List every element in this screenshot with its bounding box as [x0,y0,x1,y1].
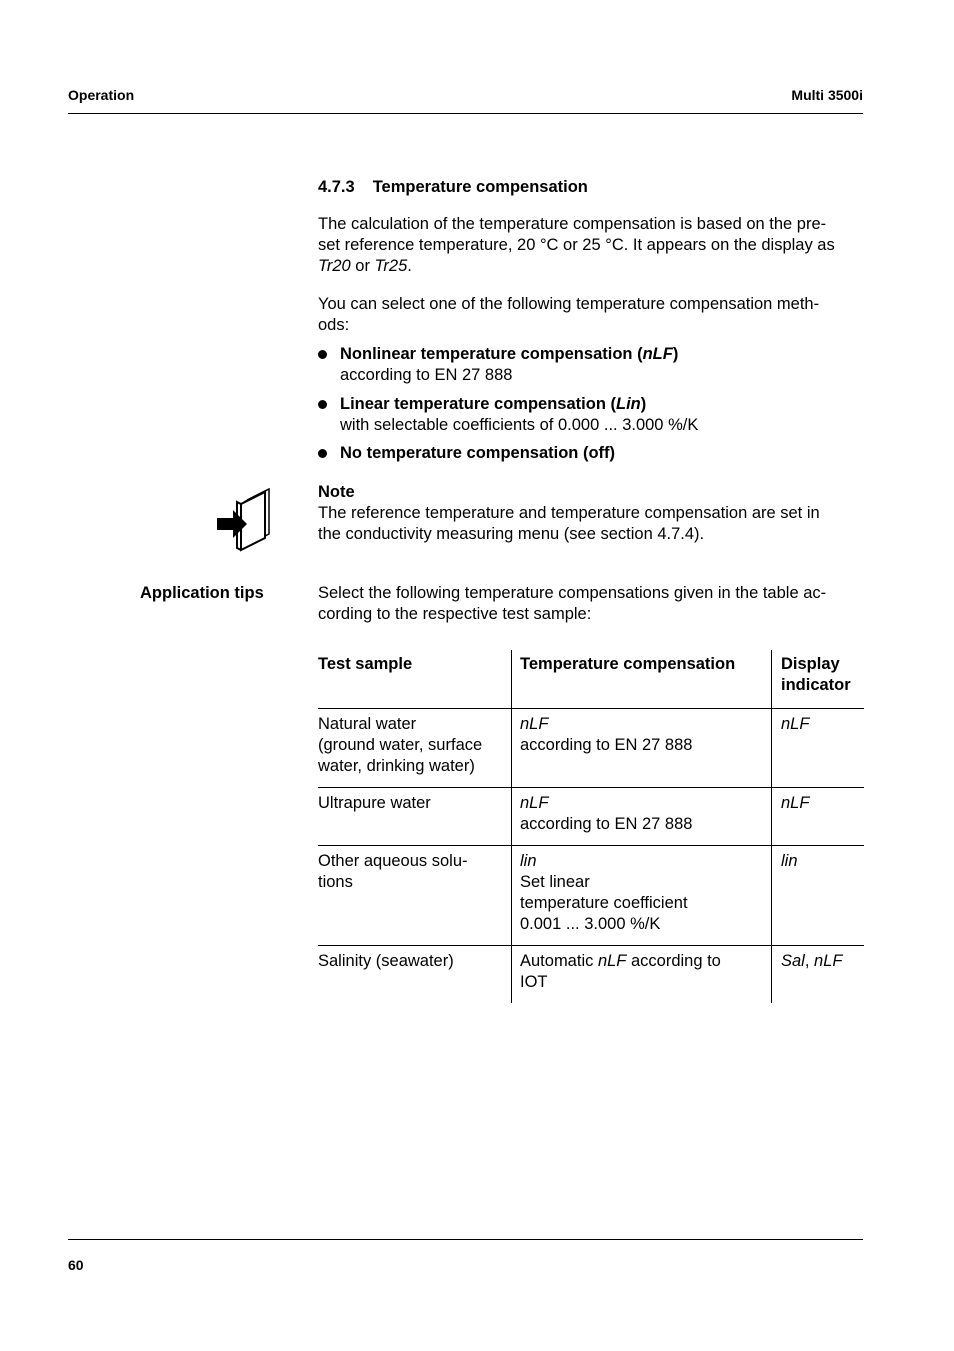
sample-line: Salinity (seawater) [318,952,454,970]
header-temperature-compensation: Temperature compensation [512,650,772,709]
cell-sample [318,846,512,946]
section-title: Temperature compensation [372,178,588,196]
application-tips-label: Application tips [140,584,264,602]
table-header-row [318,650,864,709]
comp-line: Set linear [520,873,590,891]
bullet-code: nLF [642,345,673,363]
cell-compensation [512,788,772,846]
header-rule [68,113,863,114]
table-row [318,709,864,788]
bullet-title-end: ) [672,345,679,363]
page-number: 60 [68,1257,84,1273]
tr25-label: Tr25 [374,257,408,275]
sample-line: Other aqueous solu- [318,852,468,870]
methods-line: You can select one of the following temperature compensation meth- [318,295,820,313]
sample-line: Natural water [318,715,417,733]
cell-sample [318,946,512,1004]
tr20-label: Tr20 [318,257,351,275]
cell-sample [318,709,512,788]
bullet-code: Lin [615,395,641,413]
bullet-title: Nonlinear temperature compensation ( [340,345,643,363]
cell-display [772,946,865,1004]
comp-pre: Automatic [520,952,598,970]
comp-line: IOT [520,973,548,991]
sample-line: water, drinking water) [318,757,475,775]
bullet-title-end: ) [640,395,647,413]
note-line: the conductivity measuring menu (see section 4.7.4). [318,525,705,543]
bullet-dot-icon [318,350,327,359]
note-block [318,482,863,545]
header-section-title: Operation [68,87,135,103]
comp-code: nLF [520,794,549,812]
intro-or: or [350,257,375,275]
bullet-dot-icon [318,400,327,409]
comp-line: temperature coefficient [520,894,688,912]
sample-line: Ultrapure water [318,794,431,812]
intro-line: The calculation of the temperature compensation is based on the pre- [318,215,827,233]
manual-reference-icon [215,488,273,554]
cell-sample [318,788,512,846]
note-title: Note [318,483,355,501]
display-code: Sal [781,952,805,970]
note-line: The reference temperature and temperature compensation are set in [318,504,820,522]
comp-code: nLF [520,715,549,733]
cell-display: nLF [772,788,865,846]
display-code: nLF [814,952,843,970]
comp-line: according to EN 27 888 [520,736,693,754]
intro-line [318,256,863,277]
comp-post: according to [626,952,721,970]
bullet-title: No temperature compensation (off) [340,444,616,462]
intro-line: set reference temperature, 20 °C or 25 °C. It appears on the display as [318,236,835,254]
comp-line: 0.001 ... 3.000 %/K [520,915,661,933]
bullet-sub: with selectable coefficients of 0.000 ... 3.000 %/K [340,416,699,434]
table-row [318,846,864,946]
methods-line: ods: [318,316,350,334]
footer-rule [68,1239,863,1240]
tips-line: Select the following temperature compensations given in the table ac- [318,584,827,602]
methods-intro [318,294,863,336]
comp-code: nLF [597,952,627,970]
compensation-table [318,650,864,1003]
cell-compensation [512,709,772,788]
header-display-indicator: Display indicator [772,650,865,709]
cell-display: nLF [772,709,865,788]
comp-code: lin [520,852,537,870]
display-sep: , [804,952,815,970]
bullet-dot-icon [318,449,327,458]
section-number: 4.7.3 [318,178,355,196]
comp-line: according to EN 27 888 [520,815,693,833]
table-row [318,788,864,846]
application-tips-text [318,583,863,625]
sample-line: (ground water, surface [318,736,483,754]
section-heading [318,178,588,197]
table-row [318,946,864,1004]
bullet-sub: according to EN 27 888 [340,366,513,384]
cell-compensation [512,946,772,1004]
cell-display: lin [772,846,865,946]
header-test-sample: Test sample [318,655,413,673]
intro-paragraph [318,214,863,277]
tips-line: cording to the respective test sample: [318,605,592,623]
cell-compensation [512,846,772,946]
intro-period: . [407,257,412,275]
header-product-name: Multi 3500i [791,87,863,103]
bullet-title: Linear temperature compensation ( [340,395,616,413]
sample-line: tions [318,873,353,891]
